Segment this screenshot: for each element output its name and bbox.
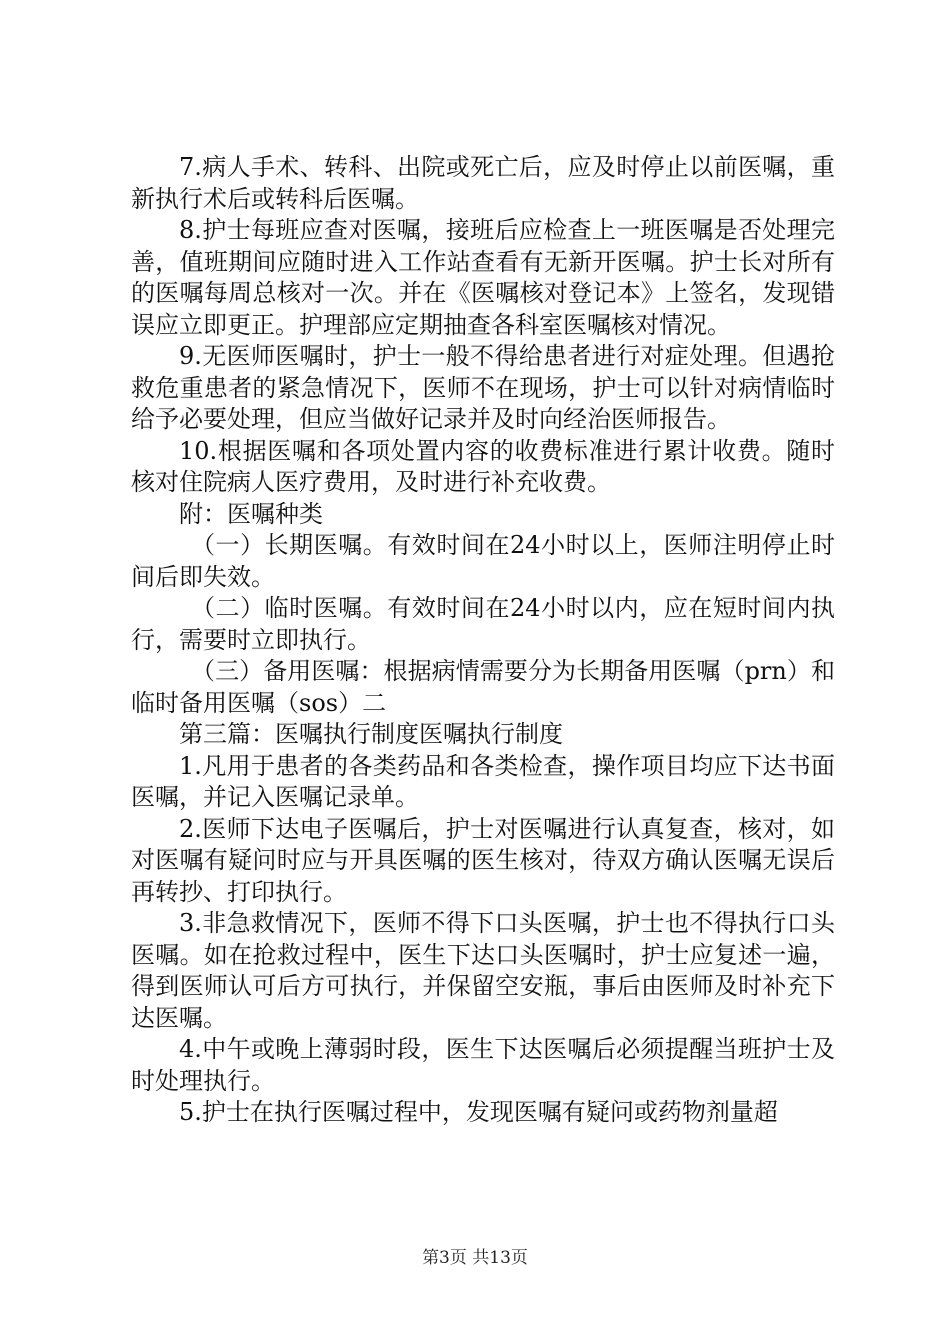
page-number-footer: 第3页 共13页 [422, 1248, 528, 1268]
order-type-long-term: （一）长期医嘱。有效时间在24小时以上，医师注明停止时间后即失效。 [131, 531, 835, 591]
paragraph-item-9: 9.无医师医嘱时，护士一般不得给患者进行对症处理。但遇抢救危重患者的紧急情况下，医师不在现场，护士可以针对病情临时给予必要处理，但应当做好记录并及时向经治医师报告。 [131, 342, 835, 433]
execution-item-5: 5.护士在执行医嘱过程中，发现医嘱有疑问或药物剂量超 [179, 1098, 778, 1126]
paragraph-item-7: 7.病人手术、转科、出院或死亡后，应及时停止以前医嘱，重新执行术后或转科后医嘱。 [131, 153, 835, 213]
order-type-temporary: （二）临时医嘱。有效时间在24小时以内，应在短时间内执行，需要时立即执行。 [131, 594, 835, 654]
execution-item-3: 3.非急救情况下，医师不得下口头医嘱，护士也不得执行口头医嘱。如在抢救过程中，医生下达口头医嘱时，护士应复述一遍，得到医师认可后方可执行，并保留空安瓶，事后由医师及时补充下达医嘱。 [131, 909, 835, 1032]
paragraph-item-8: 8.护士每班应查对医嘱，接班后应检查上一班医嘱是否处理完善，值班期间应随时进入工作站查看有无新开医嘱。护士长对所有的医嘱每周总核对一次。并在《医嘱核对登记本》上签名，发现错误应立即更正。护理部应定期抽查各科室医嘱核对情况。 [131, 216, 835, 339]
execution-item-2: 2.医师下达电子医嘱后，护士对医嘱进行认真复查，核对，如对医嘱有疑问时应与开具医嘱的医生核对，待双方确认医嘱无误后再转抄、打印执行。 [131, 814, 835, 906]
document-body [131, 152, 835, 1129]
order-type-standby: （三）备用医嘱：根据病情需要分为长期备用医嘱（prn）和临时备用医嘱（sos）二 [131, 657, 835, 717]
section-heading: 第三篇：医嘱执行制度医嘱执行制度 [179, 720, 563, 748]
execution-item-4: 4.中午或晚上薄弱时段，医生下达医嘱后必须提醒当班护士及时处理执行。 [131, 1035, 835, 1095]
paragraph-item-10: 10.根据医嘱和各项处置内容的收费标准进行累计收费。随时核对住院病人医疗费用，及时进行补充收费。 [131, 436, 835, 496]
appendix-heading: 附：医嘱种类 [179, 499, 323, 528]
execution-item-1: 1.凡用于患者的各类药品和各类检查，操作项目均应下达书面医嘱，并记入医嘱记录单。 [131, 751, 835, 811]
